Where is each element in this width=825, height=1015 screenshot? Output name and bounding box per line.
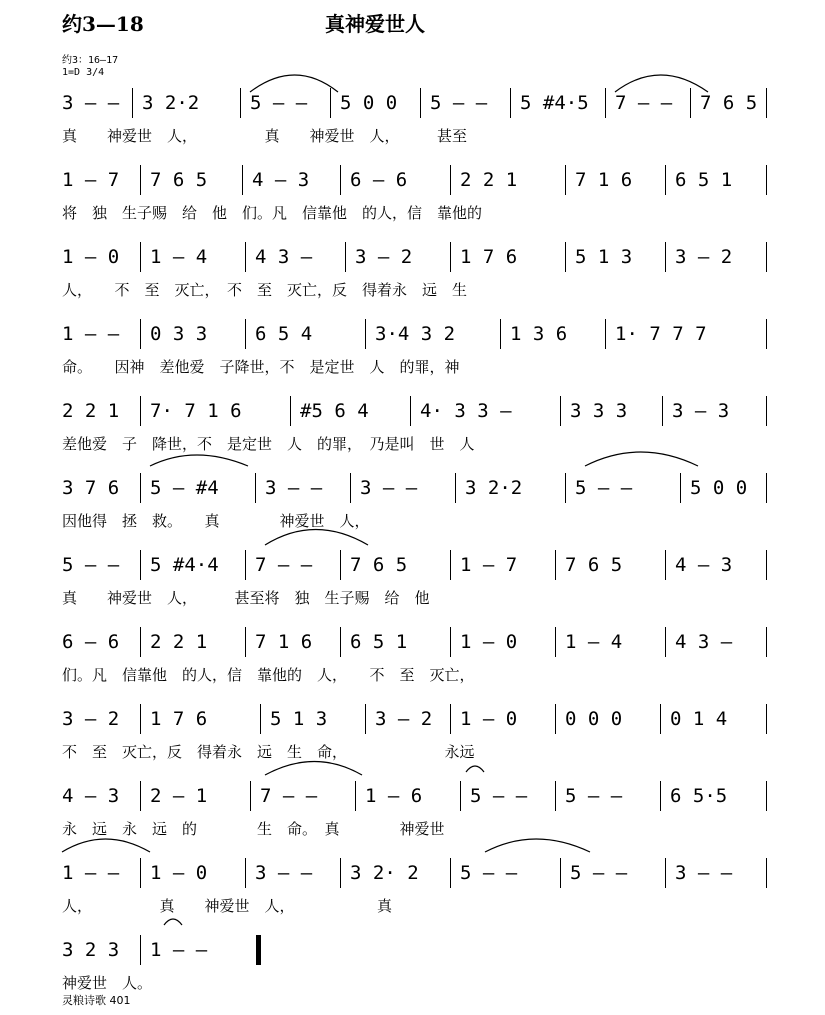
- score-row: [0, 309, 825, 385]
- measure-notes: 2 – 1: [150, 785, 208, 807]
- measure-notes: 0 3 3: [150, 323, 208, 345]
- measure-notes: #5 6 4: [300, 400, 369, 422]
- barline: [240, 88, 241, 118]
- measure-notes: 5 #4·4: [150, 554, 219, 576]
- measure-notes: 3 – 2: [355, 246, 413, 268]
- measure-notes: 1 – 0: [62, 246, 120, 268]
- score-row: [0, 925, 825, 1001]
- score-row: [0, 617, 825, 693]
- barline: [766, 242, 767, 272]
- measure-notes: 7· 7 1 6: [150, 400, 242, 422]
- measure-notes: 6 5 1: [350, 631, 408, 653]
- measure-notes: 5 – –: [460, 862, 518, 884]
- measure-notes: 5 – –: [575, 477, 633, 499]
- barline: [555, 704, 556, 734]
- barline: [766, 396, 767, 426]
- measure-notes: 2 2 1: [150, 631, 208, 653]
- barline: [245, 627, 246, 657]
- barline: [140, 704, 141, 734]
- barline: [680, 473, 681, 503]
- barline: [140, 858, 141, 888]
- barline: [565, 473, 566, 503]
- measure-notes: 2 2 1: [460, 169, 518, 191]
- barline: [766, 319, 767, 349]
- measure-notes: 3 – –: [675, 862, 733, 884]
- measure-notes: 5 1 3: [575, 246, 633, 268]
- lyrics-line: 因他得 拯 救。 真 神爱世 人，: [62, 512, 370, 530]
- barline: [365, 704, 366, 734]
- measure-notes: 1 – 4: [150, 246, 208, 268]
- barline: [140, 473, 141, 503]
- barline: [420, 88, 421, 118]
- measure-notes: 4 3 –: [255, 246, 313, 268]
- barline: [340, 550, 341, 580]
- score-row: [0, 848, 825, 924]
- barline: [245, 319, 246, 349]
- measure-notes: 0 0 0: [565, 708, 623, 730]
- measure-notes: 3 – 2: [675, 246, 733, 268]
- score-row: [0, 155, 825, 231]
- barline: [690, 88, 691, 118]
- measure-notes: 1 – –: [62, 323, 120, 345]
- measure-notes: 5 – –: [430, 92, 488, 114]
- measure-notes: 3 2· 2: [350, 862, 419, 884]
- lyrics-line: 差他爱 子 降世，不 是定世 人 的罪， 乃是叫 世 人: [62, 435, 475, 453]
- score-row: [0, 232, 825, 308]
- barline: [766, 627, 767, 657]
- barline: [450, 627, 451, 657]
- barline: [410, 396, 411, 426]
- measure-notes: 2 2 1: [62, 400, 120, 422]
- barline: [450, 165, 451, 195]
- barline: [766, 781, 767, 811]
- measure-notes: 1 – 6: [365, 785, 423, 807]
- barline: [665, 165, 666, 195]
- barline: [140, 550, 141, 580]
- barline: [450, 704, 451, 734]
- measure-notes: 1 – 0: [460, 708, 518, 730]
- measure-notes: 6 5 4: [255, 323, 313, 345]
- barline: [245, 242, 246, 272]
- barline: [450, 242, 451, 272]
- measure-notes: 4 – 3: [675, 554, 733, 576]
- barline: [340, 627, 341, 657]
- barline: [290, 396, 291, 426]
- barline: [450, 858, 451, 888]
- barline: [255, 473, 256, 503]
- lyrics-line: 神爱世 人。: [62, 974, 153, 992]
- measure-notes: 3 – –: [360, 477, 418, 499]
- measure-notes: 7 6 5: [350, 554, 408, 576]
- barline: [766, 88, 767, 118]
- measure-notes: 7 1 6: [575, 169, 633, 191]
- barline: [660, 781, 661, 811]
- barline: [766, 550, 767, 580]
- measure-notes: 5 – #4: [150, 477, 219, 499]
- measure-notes: 5 – –: [565, 785, 623, 807]
- barline: [766, 858, 767, 888]
- barline: [365, 319, 366, 349]
- measure-notes: 5 #4·5: [520, 92, 589, 114]
- key-signature: 1=D 3/4: [62, 67, 105, 78]
- score-row: [0, 463, 825, 539]
- score-row: [0, 694, 825, 770]
- measure-notes: 3 – –: [255, 862, 313, 884]
- measure-notes: 3 – 3: [672, 400, 730, 422]
- barline: [560, 858, 561, 888]
- barline: [140, 627, 141, 657]
- measure-notes: 4 3 –: [675, 631, 733, 653]
- measure-notes: 6 5 1: [675, 169, 733, 191]
- barline: [132, 88, 133, 118]
- barline: [460, 781, 461, 811]
- barline: [510, 88, 511, 118]
- barline: [140, 935, 141, 965]
- measure-notes: 5 0 0: [340, 92, 398, 114]
- measure-notes: 3 – –: [62, 92, 120, 114]
- barline: [140, 242, 141, 272]
- score-row: [0, 78, 825, 154]
- song-title: 真神爱世人: [325, 12, 425, 36]
- barline: [665, 550, 666, 580]
- measure-notes: 3 – 2: [62, 708, 120, 730]
- barline: [140, 396, 141, 426]
- measure-notes: 5 1 3: [270, 708, 328, 730]
- measure-notes: 7 – –: [260, 785, 318, 807]
- lyrics-line: 将 独 生子赐 给 他 们。凡 信靠他 的人，信 靠他的: [62, 204, 483, 222]
- lyrics-line: 不 至 灭亡，反 得着永 远 生 命， 永远: [62, 743, 475, 761]
- barline: [242, 165, 243, 195]
- barline: [140, 165, 141, 195]
- source-footer: 灵粮诗歌 401: [62, 994, 131, 1007]
- measure-notes: 7 – –: [255, 554, 313, 576]
- barline: [660, 704, 661, 734]
- measure-notes: 7 6 5: [565, 554, 623, 576]
- measure-notes: 7 1 6: [255, 631, 313, 653]
- score-row: [0, 771, 825, 847]
- measure-notes: 3 3 3: [570, 400, 628, 422]
- barline: [665, 627, 666, 657]
- measure-notes: 3 2·2: [465, 477, 523, 499]
- measure-notes: 3 2 3: [62, 939, 120, 961]
- barline: [260, 704, 261, 734]
- barline: [605, 319, 606, 349]
- measure-notes: 7 – –: [615, 92, 673, 114]
- barline: [455, 473, 456, 503]
- barline: [560, 396, 561, 426]
- measure-notes: 5 – –: [470, 785, 528, 807]
- barline: [250, 781, 251, 811]
- barline: [766, 473, 767, 503]
- measure-notes: 1 – –: [62, 862, 120, 884]
- barline: [345, 242, 346, 272]
- barline: [355, 781, 356, 811]
- lyrics-line: 人， 真 神爱世 人， 真: [62, 897, 393, 915]
- measure-notes: 1 – 4: [565, 631, 623, 653]
- score-row: [0, 386, 825, 462]
- measure-notes: 1 3 6: [510, 323, 568, 345]
- measure-notes: 5 – –: [62, 554, 120, 576]
- final-barline: [256, 935, 261, 965]
- measure-notes: 3 – –: [265, 477, 323, 499]
- measure-notes: 1 – 7: [62, 169, 120, 191]
- barline: [565, 165, 566, 195]
- measure-notes: 0 1 4: [670, 708, 728, 730]
- barline: [245, 550, 246, 580]
- measure-notes: 1 – 0: [460, 631, 518, 653]
- barline: [500, 319, 501, 349]
- barline: [450, 550, 451, 580]
- measure-notes: 4 – 3: [252, 169, 310, 191]
- scripture-reference: 约3：16—17: [62, 55, 119, 66]
- measure-notes: 6 – 6: [350, 169, 408, 191]
- barline: [555, 627, 556, 657]
- barline: [565, 242, 566, 272]
- barline: [662, 396, 663, 426]
- measure-notes: 3 – 2: [375, 708, 433, 730]
- barline: [350, 473, 351, 503]
- measure-notes: 4 – 3: [62, 785, 120, 807]
- measure-notes: 5 0 0: [690, 477, 748, 499]
- measure-notes: 5 – –: [250, 92, 308, 114]
- score-row: [0, 540, 825, 616]
- measure-notes: 1 – 7: [460, 554, 518, 576]
- lyrics-line: 命。 因神 差他爱 子降世，不 是定世 人 的罪，神: [62, 358, 460, 376]
- lyrics-line: 真 神爱世 人， 甚至将 独 生子赐 给 他: [62, 589, 430, 607]
- lyrics-line: 人， 不 至 灭亡， 不 至 灭亡，反 得着永 远 生: [62, 281, 468, 299]
- measure-notes: 6 5·5: [670, 785, 728, 807]
- measure-notes: 7 6 5: [700, 92, 758, 114]
- barline: [330, 88, 331, 118]
- barline: [605, 88, 606, 118]
- barline: [340, 858, 341, 888]
- barline: [555, 781, 556, 811]
- measure-notes: 5 – –: [570, 862, 628, 884]
- barline: [340, 165, 341, 195]
- barline: [140, 781, 141, 811]
- barline: [766, 704, 767, 734]
- measure-notes: 7 6 5: [150, 169, 208, 191]
- measure-notes: 3·4 3 2: [375, 323, 456, 345]
- measure-notes: 6 – 6: [62, 631, 120, 653]
- barline: [245, 858, 246, 888]
- barline: [555, 550, 556, 580]
- lyrics-line: 们。凡 信靠他 的人，信 靠他的 人， 不 至 灭亡，: [62, 666, 475, 684]
- lyrics-line: 真 神爱世 人， 真 神爱世 人， 甚至: [62, 127, 468, 145]
- measure-notes: 1 – –: [150, 939, 208, 961]
- barline: [766, 165, 767, 195]
- barline: [665, 242, 666, 272]
- measure-notes: 3 2·2: [142, 92, 200, 114]
- measure-notes: 3 7 6: [62, 477, 120, 499]
- measure-notes: 4· 3 3 –: [420, 400, 512, 422]
- measure-notes: 1 7 6: [460, 246, 518, 268]
- barline: [665, 858, 666, 888]
- measure-notes: 1· 7 7 7: [615, 323, 707, 345]
- scripture-ref-heading: 约3—18: [62, 12, 144, 36]
- measure-notes: 1 7 6: [150, 708, 208, 730]
- lyrics-line: 永 远 永 远 的 生 命。 真 神爱世: [62, 820, 445, 838]
- measure-notes: 1 – 0: [150, 862, 208, 884]
- barline: [140, 319, 141, 349]
